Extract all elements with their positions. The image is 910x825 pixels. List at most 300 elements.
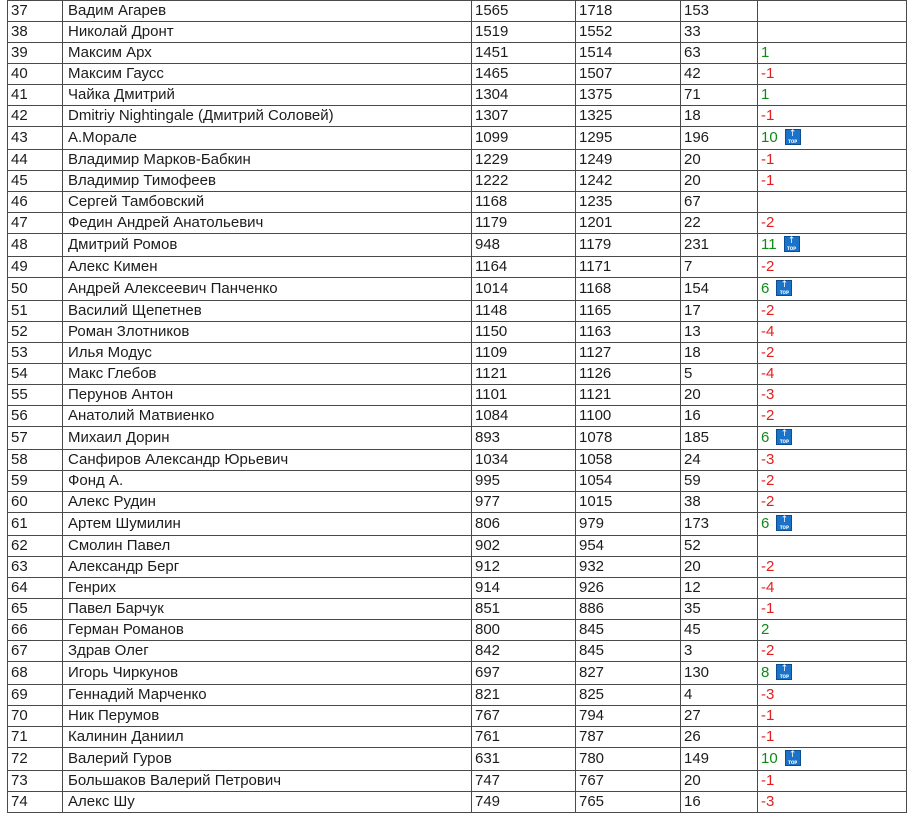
author-name-text: Александр Берг (68, 558, 180, 575)
value-b-text: 845 (579, 642, 605, 659)
value-c-cell (681, 557, 758, 578)
table-row (8, 343, 907, 364)
value-a-cell (472, 599, 576, 620)
value-a-cell (472, 1, 576, 22)
value-b-text: 1165 (579, 302, 612, 319)
change-text: -2 (761, 407, 775, 424)
change-text: 6 (761, 280, 770, 297)
table-row (8, 706, 907, 727)
rank-text: 41 (11, 86, 28, 103)
author-name-text: Максим Арх (68, 44, 152, 61)
rank-cell (8, 150, 63, 171)
value-b-text: 1127 (579, 344, 612, 361)
author-name-cell (63, 22, 472, 43)
value-b-text: 1249 (579, 151, 613, 168)
table-row (8, 278, 907, 301)
change-cell (758, 513, 907, 536)
rank-cell (8, 662, 63, 685)
change-text: 2 (761, 621, 770, 638)
author-name-text: Фонд А. (68, 472, 124, 489)
table-row (8, 662, 907, 685)
value-c-cell (681, 364, 758, 385)
value-b-text: 1015 (579, 493, 613, 510)
value-b-cell (576, 322, 681, 343)
rank-text: 74 (11, 793, 28, 810)
value-c-cell (681, 1, 758, 22)
value-b-text: 932 (579, 558, 605, 575)
change-cell (758, 492, 907, 513)
value-b-text: 1718 (579, 2, 613, 19)
rank-text: 42 (11, 107, 28, 124)
change-cell (758, 364, 907, 385)
author-name-text: А.Морале (68, 129, 137, 146)
table-row (8, 536, 907, 557)
value-c-text: 20 (684, 558, 701, 575)
value-a-cell (472, 427, 576, 450)
author-name-cell (63, 536, 472, 557)
change-text: -1 (761, 172, 775, 189)
table-row (8, 385, 907, 406)
value-c-text: 173 (684, 515, 710, 532)
value-a-text: 767 (475, 707, 501, 724)
value-a-text: 1179 (475, 214, 508, 231)
value-a-cell (472, 748, 576, 771)
rank-text: 52 (11, 323, 28, 340)
value-b-cell (576, 557, 681, 578)
value-a-cell (472, 641, 576, 662)
author-name-cell (63, 192, 472, 213)
value-a-cell (472, 364, 576, 385)
change-cell (758, 685, 907, 706)
change-cell (758, 301, 907, 322)
value-b-cell (576, 599, 681, 620)
change-cell (758, 578, 907, 599)
top-label: TOP (779, 525, 789, 530)
rank-text: 64 (11, 579, 28, 596)
value-a-cell (472, 257, 576, 278)
value-c-text: 18 (684, 107, 701, 124)
value-b-cell (576, 343, 681, 364)
rank-text: 49 (11, 258, 28, 275)
top-label: TOP (779, 439, 789, 444)
rank-cell (8, 192, 63, 213)
author-name-cell (63, 578, 472, 599)
author-name-cell (63, 1, 472, 22)
author-name-text: Павел Барчук (68, 600, 164, 617)
author-name-cell (63, 385, 472, 406)
value-b-text: 1375 (579, 86, 613, 103)
change-cell (758, 278, 907, 301)
value-c-cell (681, 685, 758, 706)
rank-cell (8, 471, 63, 492)
author-name-cell (63, 662, 472, 685)
value-a-cell (472, 536, 576, 557)
value-b-cell (576, 406, 681, 427)
change-cell (758, 599, 907, 620)
author-name-cell (63, 257, 472, 278)
author-name-text: Владимир Марков-Бабкин (68, 151, 251, 168)
value-b-cell (576, 213, 681, 234)
value-c-cell (681, 727, 758, 748)
rank-text: 48 (11, 236, 28, 253)
change-text: -2 (761, 344, 775, 361)
value-a-cell (472, 171, 576, 192)
change-text: -3 (761, 793, 775, 810)
value-b-text: 825 (579, 686, 605, 703)
value-b-text: 979 (579, 515, 605, 532)
value-a-text: 1121 (475, 365, 508, 382)
rank-cell (8, 771, 63, 792)
value-a-text: 1519 (475, 23, 509, 40)
value-a-text: 1229 (475, 151, 509, 168)
table-row (8, 192, 907, 213)
value-b-cell (576, 64, 681, 85)
value-c-cell (681, 406, 758, 427)
rank-cell (8, 727, 63, 748)
value-c-text: 38 (684, 493, 701, 510)
value-b-cell (576, 641, 681, 662)
value-c-text: 71 (684, 86, 701, 103)
value-c-cell (681, 620, 758, 641)
rank-cell (8, 620, 63, 641)
author-name-cell (63, 343, 472, 364)
value-a-text: 1150 (475, 323, 508, 340)
value-a-cell (472, 771, 576, 792)
rank-cell (8, 278, 63, 301)
value-b-cell (576, 706, 681, 727)
table-row (8, 171, 907, 192)
change-cell (758, 257, 907, 278)
rank-cell (8, 22, 63, 43)
value-b-text: 1514 (579, 44, 613, 61)
rank-text: 44 (11, 151, 28, 168)
change-cell (758, 427, 907, 450)
value-c-text: 20 (684, 151, 701, 168)
value-a-text: 914 (475, 579, 501, 596)
author-name-cell (63, 278, 472, 301)
author-name-text: Герман Романов (68, 621, 184, 638)
rank-cell (8, 171, 63, 192)
value-a-text: 1565 (475, 2, 509, 19)
value-c-cell (681, 213, 758, 234)
top-label: TOP (788, 760, 798, 765)
change-cell (758, 171, 907, 192)
rank-cell (8, 706, 63, 727)
value-b-text: 1168 (579, 280, 612, 297)
change-text: 6 (761, 429, 770, 446)
value-b-cell (576, 792, 681, 813)
table-row (8, 557, 907, 578)
value-c-cell (681, 662, 758, 685)
value-a-cell (472, 406, 576, 427)
value-b-text: 1058 (579, 451, 613, 468)
value-b-cell (576, 578, 681, 599)
rank-cell (8, 257, 63, 278)
value-a-text: 902 (475, 537, 501, 554)
table-row (8, 792, 907, 813)
author-name-cell (63, 685, 472, 706)
value-c-text: 130 (684, 664, 710, 681)
author-name-cell (63, 557, 472, 578)
table-row (8, 492, 907, 513)
value-c-text: 67 (684, 193, 701, 210)
value-b-cell (576, 620, 681, 641)
author-name-text: Сергей Тамбовский (68, 193, 205, 210)
change-cell (758, 662, 907, 685)
change-text: -3 (761, 386, 775, 403)
author-name-cell (63, 620, 472, 641)
author-name-text: Здрав Олег (68, 642, 149, 659)
value-c-text: 45 (684, 621, 701, 638)
value-a-cell (472, 385, 576, 406)
rank-cell (8, 685, 63, 706)
change-cell (758, 127, 907, 150)
rank-cell (8, 748, 63, 771)
value-a-cell (472, 685, 576, 706)
value-c-text: 4 (684, 686, 693, 703)
value-c-text: 27 (684, 707, 701, 724)
author-name-text: Федин Андрей Анатольевич (68, 214, 264, 231)
rank-text: 60 (11, 493, 28, 510)
change-cell (758, 641, 907, 662)
rank-cell (8, 1, 63, 22)
table-row (8, 127, 907, 150)
value-a-text: 842 (475, 642, 501, 659)
value-c-text: 3 (684, 642, 693, 659)
table-row (8, 450, 907, 471)
rank-text: 53 (11, 344, 28, 361)
table-row-cutoff (8, 813, 907, 814)
value-c-cell (681, 513, 758, 536)
change-text: -2 (761, 472, 775, 489)
value-a-cell (472, 492, 576, 513)
table-row (8, 257, 907, 278)
value-c-cell (681, 171, 758, 192)
value-c-cell (681, 257, 758, 278)
top-label: TOP (787, 246, 797, 251)
rank-text: 61 (11, 515, 28, 532)
rank-cell (8, 85, 63, 106)
value-b-cell (576, 513, 681, 536)
value-c-text: 7 (684, 258, 693, 275)
change-text: 6 (761, 515, 770, 532)
author-name-cell (63, 213, 472, 234)
table-row (8, 301, 907, 322)
value-c-cell (681, 43, 758, 64)
value-a-cell (472, 792, 576, 813)
rank-cell (8, 792, 63, 813)
value-a-cell (472, 450, 576, 471)
rank-cell (8, 385, 63, 406)
change-cell (758, 43, 907, 64)
top-arrow-glyph: ↑ (780, 515, 789, 525)
author-name-text: Артем Шумилин (68, 515, 181, 532)
author-name-text: Санфиров Александр Юрьевич (68, 451, 289, 468)
change-text: -2 (761, 493, 775, 510)
table-row (8, 513, 907, 536)
rating-table (7, 0, 907, 813)
value-c-cell (681, 471, 758, 492)
rank-cell (8, 343, 63, 364)
value-a-text: 1014 (475, 280, 509, 297)
value-a-text: 821 (475, 686, 501, 703)
author-name-text: Дмитрий Ромов (68, 236, 178, 253)
value-b-cell (576, 385, 681, 406)
author-name-cell (63, 234, 472, 257)
value-c-cell (681, 578, 758, 599)
rank-text: 67 (11, 642, 28, 659)
author-name-text: Андрей Алексеевич Панченко (68, 280, 278, 297)
rank-text: 47 (11, 214, 28, 231)
value-b-text: 1100 (579, 407, 612, 424)
value-a-text: 1451 (475, 44, 509, 61)
change-cell (758, 1, 907, 22)
change-cell (758, 385, 907, 406)
author-name-text: Николай Дронт (68, 23, 174, 40)
value-c-text: 20 (684, 386, 701, 403)
value-b-cell (576, 450, 681, 471)
value-b-text: 767 (579, 772, 605, 789)
rank-cell (8, 127, 63, 150)
value-a-cell (472, 662, 576, 685)
author-name-cell (63, 748, 472, 771)
author-name-cell (63, 43, 472, 64)
value-c-text: 18 (684, 344, 701, 361)
value-c-text: 149 (684, 750, 710, 767)
value-c-cell (681, 64, 758, 85)
author-name-text: Алекс Шу (68, 793, 135, 810)
value-c-text: 12 (684, 579, 701, 596)
author-name-text: Смолин Павел (68, 537, 171, 554)
value-b-text: 1078 (579, 429, 613, 446)
rank-cell (8, 813, 63, 814)
author-name-cell (63, 127, 472, 150)
value-b-cell (576, 85, 681, 106)
rank-cell (8, 557, 63, 578)
change-cell (758, 213, 907, 234)
value-c-cell (681, 343, 758, 364)
value-b-cell (576, 127, 681, 150)
value-c-text: 63 (684, 44, 701, 61)
author-name-text: Генрих (68, 579, 116, 596)
value-b-text: 1325 (579, 107, 613, 124)
change-text: -3 (761, 451, 775, 468)
author-name-cell (63, 492, 472, 513)
value-c-cell (681, 150, 758, 171)
author-name-cell (63, 85, 472, 106)
author-name-text: Владимир Тимофеев (68, 172, 216, 189)
value-c-text: 196 (684, 129, 710, 146)
value-b-text: 1242 (579, 172, 613, 189)
value-b-cell (576, 471, 681, 492)
rank-text: 72 (11, 750, 28, 767)
value-a-text: 1099 (475, 129, 509, 146)
change-text: -2 (761, 302, 775, 319)
value-a-cell (472, 213, 576, 234)
rank-text: 45 (11, 172, 28, 189)
rank-text: 71 (11, 728, 28, 745)
value-a-cell (472, 150, 576, 171)
value-b-text: 926 (579, 579, 605, 596)
change-cell (758, 813, 907, 814)
table-row (8, 406, 907, 427)
author-name-text: Геннадий Марченко (68, 686, 207, 703)
author-name-cell (63, 813, 472, 814)
value-b-cell (576, 748, 681, 771)
value-c-text: 154 (684, 280, 710, 297)
change-text: -2 (761, 558, 775, 575)
author-name-text: Ник Перумов (68, 707, 160, 724)
author-name-text: Большаков Валерий Петрович (68, 772, 282, 789)
author-name-text: Макс Глебов (68, 365, 157, 382)
change-text: -1 (761, 728, 775, 745)
value-c-cell (681, 536, 758, 557)
value-a-text: 851 (475, 600, 501, 617)
value-b-cell (576, 257, 681, 278)
author-name-cell (63, 64, 472, 85)
change-text: 10 (761, 129, 778, 146)
change-text: -1 (761, 600, 775, 617)
value-a-cell (472, 106, 576, 127)
table-row (8, 427, 907, 450)
value-a-cell (472, 85, 576, 106)
value-a-cell (472, 127, 576, 150)
change-text: 11 (761, 236, 777, 253)
rank-text: 70 (11, 707, 28, 724)
value-b-cell (576, 150, 681, 171)
value-a-cell (472, 813, 576, 814)
value-c-cell (681, 192, 758, 213)
value-b-text: 1054 (579, 472, 613, 489)
value-b-text: 886 (579, 600, 605, 617)
value-b-text: 1179 (579, 236, 612, 253)
value-a-text: 1164 (475, 258, 508, 275)
change-cell (758, 106, 907, 127)
value-a-text: 1465 (475, 65, 509, 82)
author-name-cell (63, 599, 472, 620)
rank-text: 37 (11, 2, 28, 19)
rank-cell (8, 578, 63, 599)
value-b-cell (576, 662, 681, 685)
value-a-cell (472, 513, 576, 536)
rank-cell (8, 492, 63, 513)
value-c-text: 153 (684, 2, 710, 19)
change-text: -2 (761, 258, 775, 275)
value-a-text: 995 (475, 472, 501, 489)
change-cell (758, 771, 907, 792)
value-c-text: 20 (684, 772, 701, 789)
value-c-cell (681, 792, 758, 813)
top-arrow-glyph: ↑ (780, 664, 789, 674)
rank-cell (8, 450, 63, 471)
value-a-text: 912 (475, 558, 501, 575)
value-a-cell (472, 64, 576, 85)
rating-table-body (8, 1, 907, 814)
value-c-text: 16 (684, 407, 701, 424)
value-c-cell (681, 748, 758, 771)
table-row (8, 234, 907, 257)
value-c-text: 13 (684, 323, 701, 340)
value-b-text: 1121 (579, 386, 612, 403)
change-cell (758, 471, 907, 492)
rank-cell (8, 234, 63, 257)
table-row (8, 578, 907, 599)
value-a-cell (472, 727, 576, 748)
value-a-text: 948 (475, 236, 501, 253)
table-row (8, 364, 907, 385)
value-c-cell (681, 771, 758, 792)
rank-text: 39 (11, 44, 28, 61)
